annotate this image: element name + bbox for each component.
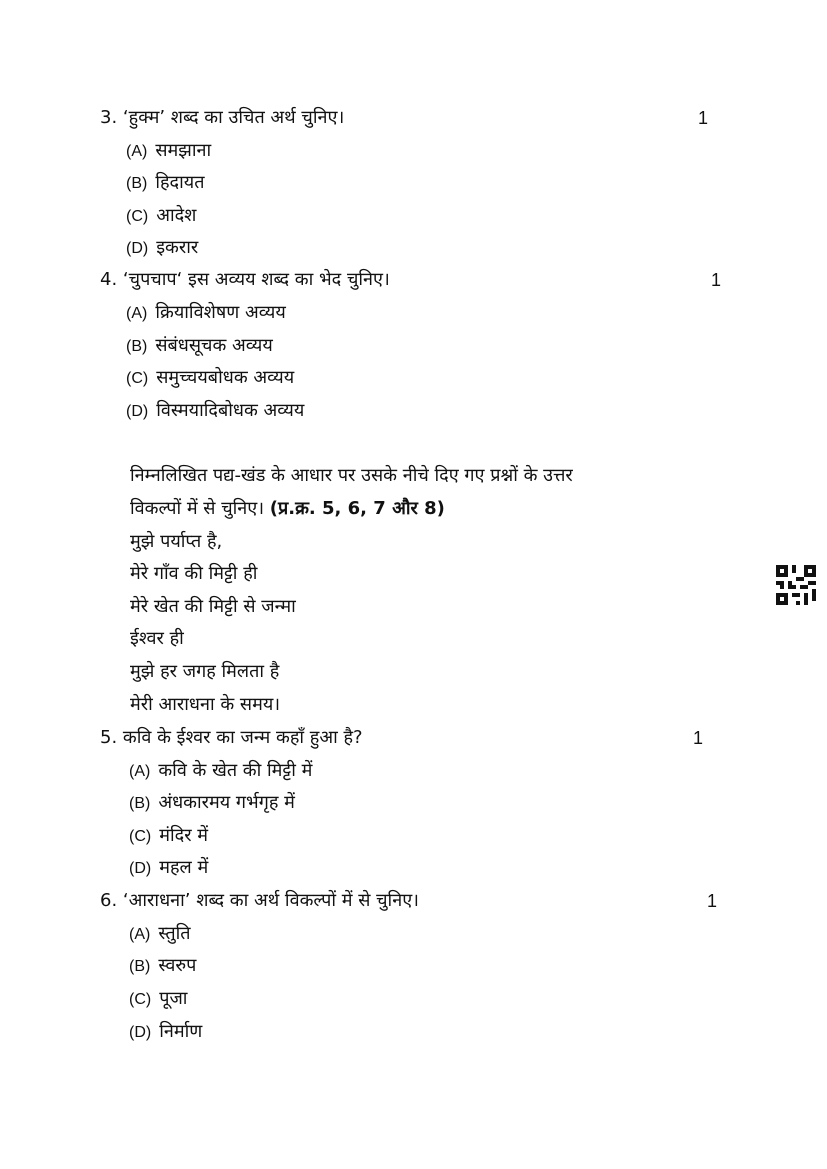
option-label: (C) xyxy=(129,828,152,845)
option-c xyxy=(126,204,196,229)
option-text: हिदायत xyxy=(155,172,205,193)
option-label: (D) xyxy=(129,1024,152,1041)
poem-line: मुझे पर्याप्त है, xyxy=(130,531,223,552)
option-label: (B) xyxy=(129,958,151,975)
option-text: मंदिर में xyxy=(159,825,209,846)
option-label: (A) xyxy=(126,305,148,322)
marks: 1 xyxy=(707,891,718,911)
question-reference: (प्र.क्र. 5, 6, 7 और 8) xyxy=(269,498,445,519)
option-label: (A) xyxy=(129,926,151,943)
question-3 xyxy=(100,106,344,130)
question-text: ‘हुक्म’ शब्द का उचित अर्थ चुनिए। xyxy=(122,107,345,128)
option-d xyxy=(129,856,208,881)
option-text: विस्मयादिबोधक अव्यय xyxy=(156,400,305,421)
option-text: आदेश xyxy=(156,205,197,226)
poem-line: मेरे गाँव की मिट्टी ही xyxy=(130,563,258,584)
option-label: (B) xyxy=(129,795,151,812)
marks: 1 xyxy=(693,728,704,748)
instruction-text: विकल्पों में से चुनिए। xyxy=(130,498,265,519)
option-b xyxy=(126,334,273,359)
option-label: (C) xyxy=(126,208,149,225)
option-label: (C) xyxy=(129,991,152,1008)
option-c xyxy=(126,366,294,391)
option-a xyxy=(126,139,211,164)
option-text: समझाना xyxy=(155,140,212,161)
poem-line: मुझे हर जगह मिलता है xyxy=(130,661,280,682)
option-label: (B) xyxy=(126,338,148,355)
option-text: स्वरुप xyxy=(158,955,197,976)
option-text: संबंधसूचक अव्यय xyxy=(155,335,273,356)
option-text: कवि के खेत की मिट्टी में xyxy=(158,760,313,781)
question-text: ‘चुपचाप‘ इस अव्यय शब्द का भेद चुनिए। xyxy=(122,269,390,290)
option-label: (A) xyxy=(126,143,148,160)
option-c xyxy=(129,824,208,849)
qr-code xyxy=(776,565,816,605)
marks: 1 xyxy=(698,108,709,128)
passage-instruction-2 xyxy=(130,497,445,521)
option-label: (D) xyxy=(126,240,149,257)
option-label: (B) xyxy=(126,175,148,192)
option-text: निर्माण xyxy=(159,1021,203,1042)
question-number: 5. xyxy=(100,727,118,748)
option-b xyxy=(129,954,196,979)
option-label: (D) xyxy=(129,860,152,877)
option-text: अंधकारमय गर्भगृह में xyxy=(158,792,295,813)
question-number: 4. xyxy=(100,269,118,290)
poem-line: मेरे खेत की मिट्टी से जन्मा xyxy=(130,596,296,617)
question-text: ‘आराधना’ शब्द का अर्थ विकल्पों में से चुनिए। xyxy=(122,890,419,911)
option-b xyxy=(126,171,204,196)
question-4 xyxy=(100,268,390,292)
question-6 xyxy=(100,889,419,913)
option-label: (D) xyxy=(126,403,149,420)
option-text: पूजा xyxy=(159,988,188,1009)
option-d xyxy=(126,236,198,261)
option-a xyxy=(126,301,286,326)
question-number: 6. xyxy=(100,890,118,911)
option-d xyxy=(129,1020,202,1045)
option-label: (C) xyxy=(126,370,149,387)
option-a xyxy=(129,922,191,947)
option-text: स्तुति xyxy=(158,923,191,944)
option-label: (A) xyxy=(129,763,151,780)
option-c xyxy=(129,987,187,1012)
passage-instruction: निम्नलिखित पद्य-खंड के आधार पर उसके नीचे दिए गए प्रश्नों के उत्तर xyxy=(130,465,573,486)
poem-line: मेरी आराधना के समय। xyxy=(130,694,281,715)
question-5 xyxy=(100,726,363,750)
option-text: क्रियाविशेषण अव्यय xyxy=(155,302,286,323)
question-number: 3. xyxy=(100,107,118,128)
question-text: कवि के ईश्वर का जन्म कहाँ हुआ है? xyxy=(122,727,363,748)
option-b xyxy=(129,791,295,816)
poem-line: ईश्वर ही xyxy=(130,628,184,649)
marks: 1 xyxy=(711,270,722,290)
option-text: इकरार xyxy=(156,237,199,258)
option-text: समुच्चयबोधक अव्यय xyxy=(156,367,295,388)
option-d xyxy=(126,399,304,424)
option-text: महल में xyxy=(159,857,209,878)
option-a xyxy=(129,759,312,784)
